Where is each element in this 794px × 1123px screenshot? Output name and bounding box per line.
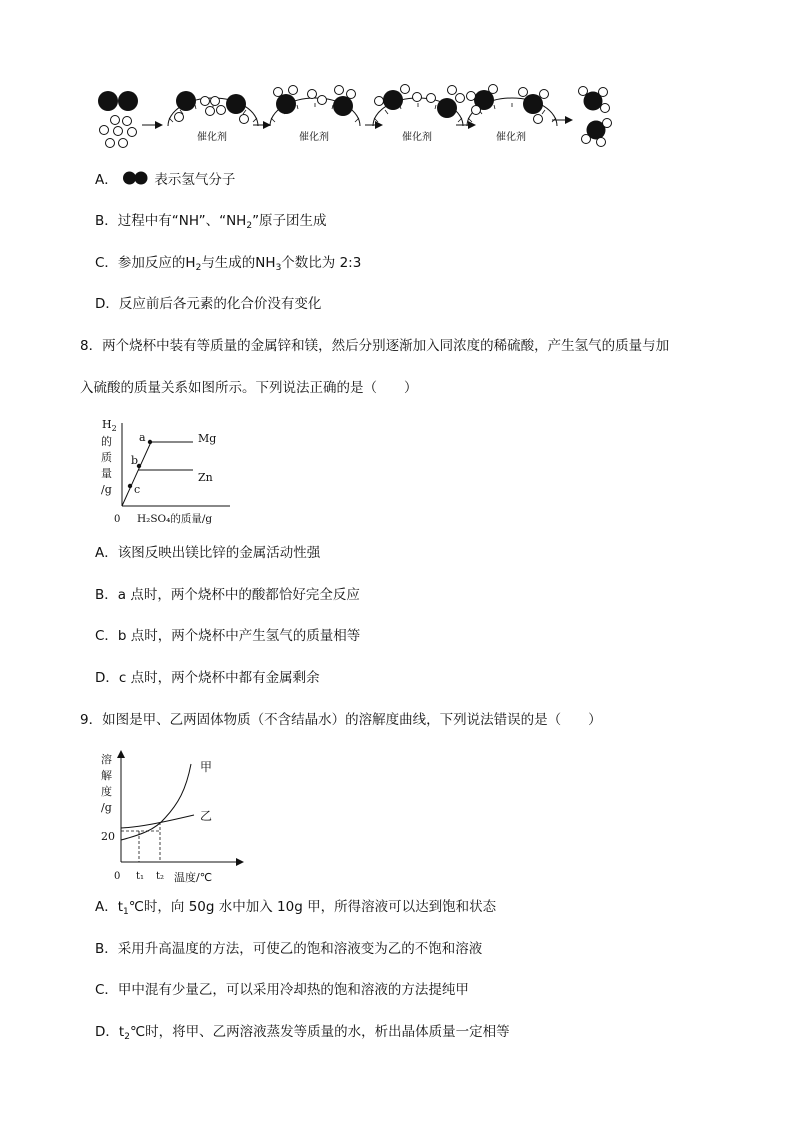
q9-option-d[interactable]: D．$t_2℃$时，将甲、乙两溶液蒸发等质量的水，析出晶体质量一定相等 [95, 1024, 510, 1042]
q8-ylabel-3: 量 [101, 467, 112, 480]
q8-label-b: b [131, 454, 139, 467]
q9-solubility-chart [95, 745, 255, 885]
q8-series-mg: Mg [198, 432, 217, 445]
q8-label-a: a [139, 431, 146, 444]
catalyst-stage-4 [373, 85, 465, 144]
svg-text:催化剂: 催化剂 [496, 132, 526, 143]
q9-stem: 9．如图是甲、乙两固体物质（不含结晶水）的溶解度曲线，下列说法错误的是（ ） [80, 712, 602, 728]
q8-ylabel-1: 的 [101, 435, 112, 448]
q9-option-b[interactable]: B．采用升高温度的方法，可使乙的饱和溶液变为乙的不饱和溶液 [95, 941, 483, 957]
q8-xlabel: H₂SO₄的质量/g [137, 513, 213, 525]
q7-option-a[interactable]: A． 表示氢气分子 [95, 172, 236, 188]
reaction-process-diagram [0, 80, 794, 155]
q9-xtick-t1: t₁ [136, 871, 145, 882]
q9-xlabel: 温度/℃ [174, 871, 213, 884]
q8-option-a[interactable]: A．该图反映出镁比锌的金属活动性强 [95, 545, 321, 561]
q9-xtick-t2: t₂ [156, 871, 165, 882]
catalyst-stage-2 [168, 91, 258, 143]
q9-ylabel-3: 度 [101, 785, 112, 798]
q9-series-jia: 甲 [200, 760, 213, 774]
q8-option-b[interactable]: B．a 点时，两个烧杯中的酸都恰好完全反应 [95, 587, 360, 603]
q8-mg-line [122, 442, 193, 506]
q8-ylabel-4: /g [101, 483, 112, 496]
q8-series-zn: Zn [198, 471, 213, 484]
q8-point-c [128, 484, 132, 488]
svg-text:催化剂: 催化剂 [197, 132, 227, 143]
q8-stem-line-1: 8．两个烧杯中装有等质量的金属锌和镁，然后分别逐渐加入同浓度的稀硫酸，产生氢气的质量与加 [80, 338, 670, 354]
catalyst-stage-3 [270, 86, 360, 144]
q9-origin: 0 [114, 871, 121, 882]
q8-point-a [148, 440, 152, 444]
svg-text:催化剂: 催化剂 [402, 132, 432, 143]
q8-stem-line-2: 入硫酸的质量关系如图所示。下列说法正确的是（ ） [80, 380, 418, 396]
q9-option-a[interactable]: A．$t_1℃$时，向 50g 水中加入 10g 甲，所得溶液可以达到饱和状态 [95, 899, 497, 917]
q9-option-c[interactable]: C．甲中混有少量乙，可以采用冷却热的饱和溶液的方法提纯甲 [95, 982, 469, 998]
hydrogen-molecule-icon [122, 171, 150, 185]
q9-curve-jia [121, 764, 191, 840]
q8-option-c[interactable]: C．b 点时，两个烧杯中产生氢气的质量相等 [95, 628, 361, 644]
q8-ylabel-sub: 2 [111, 424, 117, 433]
q8-label-c: c [134, 483, 141, 496]
q9-ylabel-2: 解 [101, 769, 112, 782]
q9-ytick-20: 20 [101, 830, 115, 843]
q8-ylabel-2: 质 [101, 451, 112, 464]
q7-option-b[interactable]: B．过程中有“NH”、“$NH_2$”原子团生成 [95, 213, 327, 231]
svg-text:H2 [102, 418, 117, 433]
q8-origin: 0 [114, 514, 121, 525]
q7-option-d[interactable]: D．反应前后各元素的化合价没有变化 [95, 296, 322, 312]
q9-series-yi: 乙 [200, 809, 213, 823]
stage-1-reactants [98, 91, 138, 148]
q9-ylabel-4: /g [101, 801, 112, 814]
q9-ylabel-1: 溶 [101, 753, 112, 766]
q9-curve-yi [121, 815, 194, 828]
q8-hydrogen-mass-chart [95, 410, 235, 530]
catalyst-stage-5 [467, 85, 558, 144]
q8-ylabel-h: H [102, 418, 112, 431]
q7-option-c[interactable]: C．参加反应的$H_2$与生成的$NH_3$个数比为 2:3 [95, 255, 362, 273]
svg-text:催化剂: 催化剂 [299, 132, 329, 143]
product-ammonia-molecules [579, 87, 612, 147]
q8-option-d[interactable]: D．c 点时，两个烧杯中都有金属剩余 [95, 670, 320, 686]
